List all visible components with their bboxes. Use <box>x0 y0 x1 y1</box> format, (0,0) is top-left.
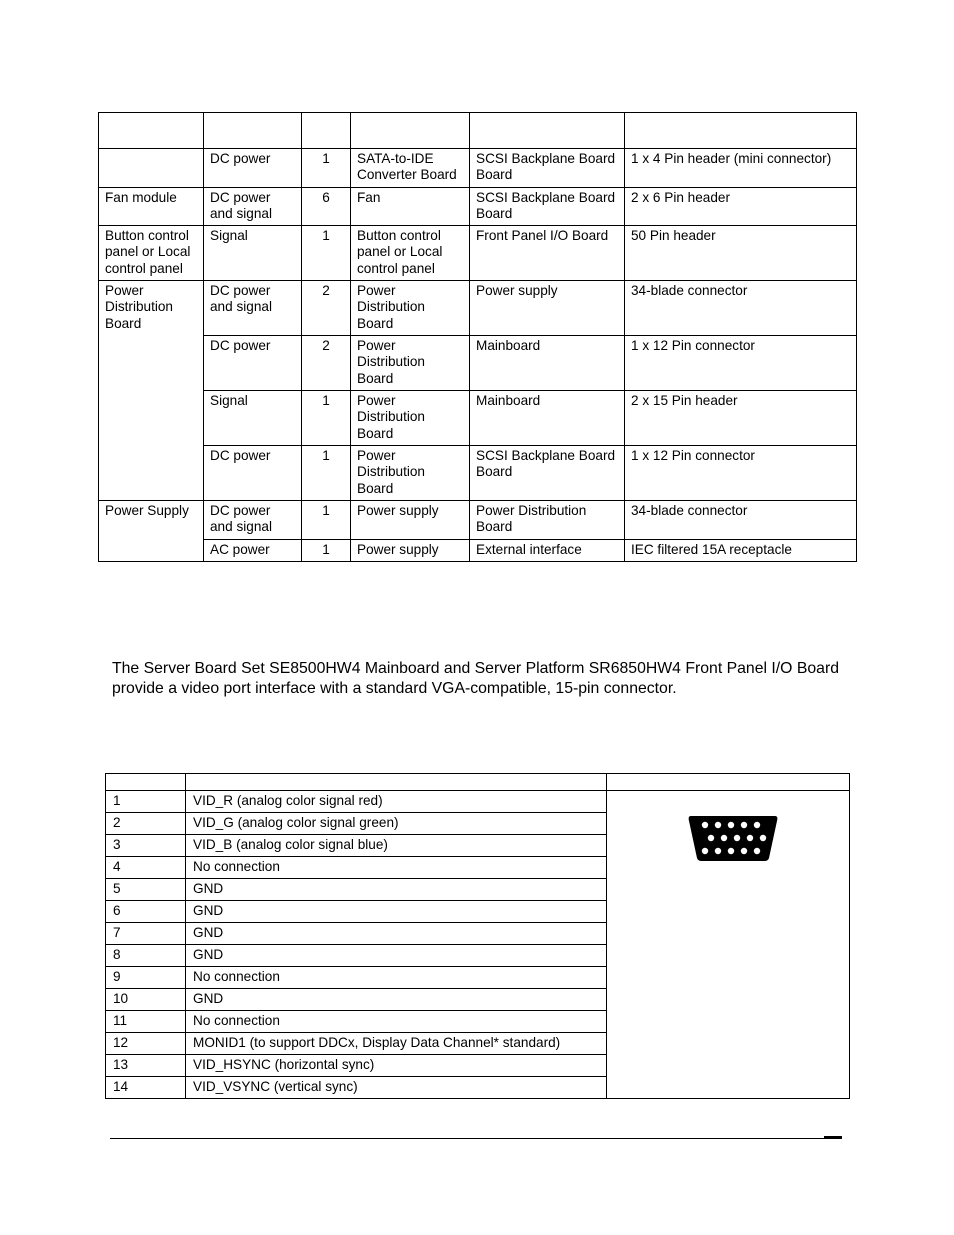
signal-cell: MONID1 (to support DDCx, Display Data Channel* standard) <box>186 1033 607 1055</box>
connector-cell: 34-blade connector <box>625 500 857 539</box>
signal-cell: No connection <box>186 857 607 879</box>
type-cell: AC power <box>204 539 302 561</box>
signal-cell: VID_HSYNC (horizontal sync) <box>186 1055 607 1077</box>
table-header-row <box>106 774 850 791</box>
signal-cell: GND <box>186 945 607 967</box>
type-cell: Signal <box>204 391 302 446</box>
signal-cell: VID_VSYNC (vertical sync) <box>186 1077 607 1099</box>
table-row <box>99 500 857 539</box>
to-cell: Power supply <box>470 281 625 336</box>
from-cell: Power supply <box>351 539 470 561</box>
signal-cell: VID_B (analog color signal blue) <box>186 835 607 857</box>
to-cell: SCSI Backplane Board Board <box>470 187 625 226</box>
component-cell: Power Distribution Board <box>99 281 204 501</box>
pin-cell: 1 <box>106 791 186 813</box>
table-row <box>99 446 857 501</box>
from-cell: Power supply <box>351 500 470 539</box>
signal-cell: No connection <box>186 1011 607 1033</box>
qty-cell: 1 <box>302 391 351 446</box>
pin-cell: 4 <box>106 857 186 879</box>
type-cell: DC power and signal <box>204 187 302 226</box>
signal-cell: VID_G (analog color signal green) <box>186 813 607 835</box>
to-cell: SCSI Backplane Board Board <box>470 446 625 501</box>
connector-cell: 1 x 12 Pin connector <box>625 336 857 391</box>
type-cell: DC power <box>204 336 302 391</box>
pin-cell: 5 <box>106 879 186 901</box>
pin-cell: 3 <box>106 835 186 857</box>
connector-cell: 1 x 4 Pin header (mini connector) <box>625 149 857 188</box>
pin-cell: 12 <box>106 1033 186 1055</box>
qty-cell: 1 <box>302 149 351 188</box>
pin-cell: 6 <box>106 901 186 923</box>
to-cell: External interface <box>470 539 625 561</box>
qty-cell: 1 <box>302 446 351 501</box>
signal-cell: VID_R (analog color signal red) <box>186 791 607 813</box>
connector-table <box>98 112 857 562</box>
from-cell: SATA-to-IDE Converter Board <box>351 149 470 188</box>
table-row <box>99 281 857 336</box>
vga-pinout-table <box>105 773 850 1099</box>
table-row <box>99 149 857 188</box>
from-cell: Power Distribution Board <box>351 281 470 336</box>
to-cell: Front Panel I/O Board <box>470 226 625 281</box>
table-row <box>99 391 857 446</box>
connector-cell: 50 Pin header <box>625 226 857 281</box>
video-port-paragraph: The Server Board Set SE8500HW4 Mainboard and Server Platform SR6850HW4 Front Panel I/O Board provide a video port interface with a standard VGA-compatible, 15-pin connector. <box>112 660 840 697</box>
qty-cell: 1 <box>302 500 351 539</box>
qty-cell: 1 <box>302 226 351 281</box>
type-cell: DC power and signal <box>204 281 302 336</box>
footer-mark <box>824 1136 842 1138</box>
qty-cell: 1 <box>302 539 351 561</box>
type-cell: DC power <box>204 149 302 188</box>
from-cell: Button control panel or Local control panel <box>351 226 470 281</box>
table-row <box>106 791 850 813</box>
pin-cell: 2 <box>106 813 186 835</box>
type-cell: Signal <box>204 226 302 281</box>
type-cell: DC power and signal <box>204 500 302 539</box>
from-cell: Fan <box>351 187 470 226</box>
table-header-row <box>99 113 857 149</box>
table-row <box>99 336 857 391</box>
qty-cell: 2 <box>302 281 351 336</box>
qty-cell: 2 <box>302 336 351 391</box>
pin-cell: 14 <box>106 1077 186 1099</box>
table-row <box>99 226 857 281</box>
table-row <box>99 539 857 561</box>
pin-cell: 13 <box>106 1055 186 1077</box>
connector-cell: 2 x 15 Pin header <box>625 391 857 446</box>
pin-cell: 11 <box>106 1011 186 1033</box>
vga-connector-icon <box>687 813 779 863</box>
component-cell: Power Supply <box>99 500 204 561</box>
component-cell: Button control panel or Local control panel <box>99 226 204 281</box>
signal-cell: GND <box>186 879 607 901</box>
connector-cell: 34-blade connector <box>625 281 857 336</box>
connector-cell: IEC filtered 15A receptacle <box>625 539 857 561</box>
signal-cell: No connection <box>186 967 607 989</box>
type-cell: DC power <box>204 446 302 501</box>
component-cell: Fan module <box>99 187 204 226</box>
qty-cell: 6 <box>302 187 351 226</box>
pin-cell: 10 <box>106 989 186 1011</box>
from-cell: Power Distribution Board <box>351 446 470 501</box>
table-row <box>99 187 857 226</box>
pin-cell: 9 <box>106 967 186 989</box>
to-cell: SCSI Backplane Board Board <box>470 149 625 188</box>
to-cell: Power Distribution Board <box>470 500 625 539</box>
to-cell: Mainboard <box>470 391 625 446</box>
from-cell: Power Distribution Board <box>351 336 470 391</box>
to-cell: Mainboard <box>470 336 625 391</box>
connector-image-cell <box>607 791 850 1099</box>
footer-rule <box>110 1138 842 1139</box>
from-cell: Power Distribution Board <box>351 391 470 446</box>
component-cell <box>99 149 204 188</box>
connector-cell: 1 x 12 Pin connector <box>625 446 857 501</box>
signal-cell: GND <box>186 989 607 1011</box>
pin-cell: 7 <box>106 923 186 945</box>
signal-cell: GND <box>186 923 607 945</box>
connector-cell: 2 x 6 Pin header <box>625 187 857 226</box>
pin-cell: 8 <box>106 945 186 967</box>
signal-cell: GND <box>186 901 607 923</box>
